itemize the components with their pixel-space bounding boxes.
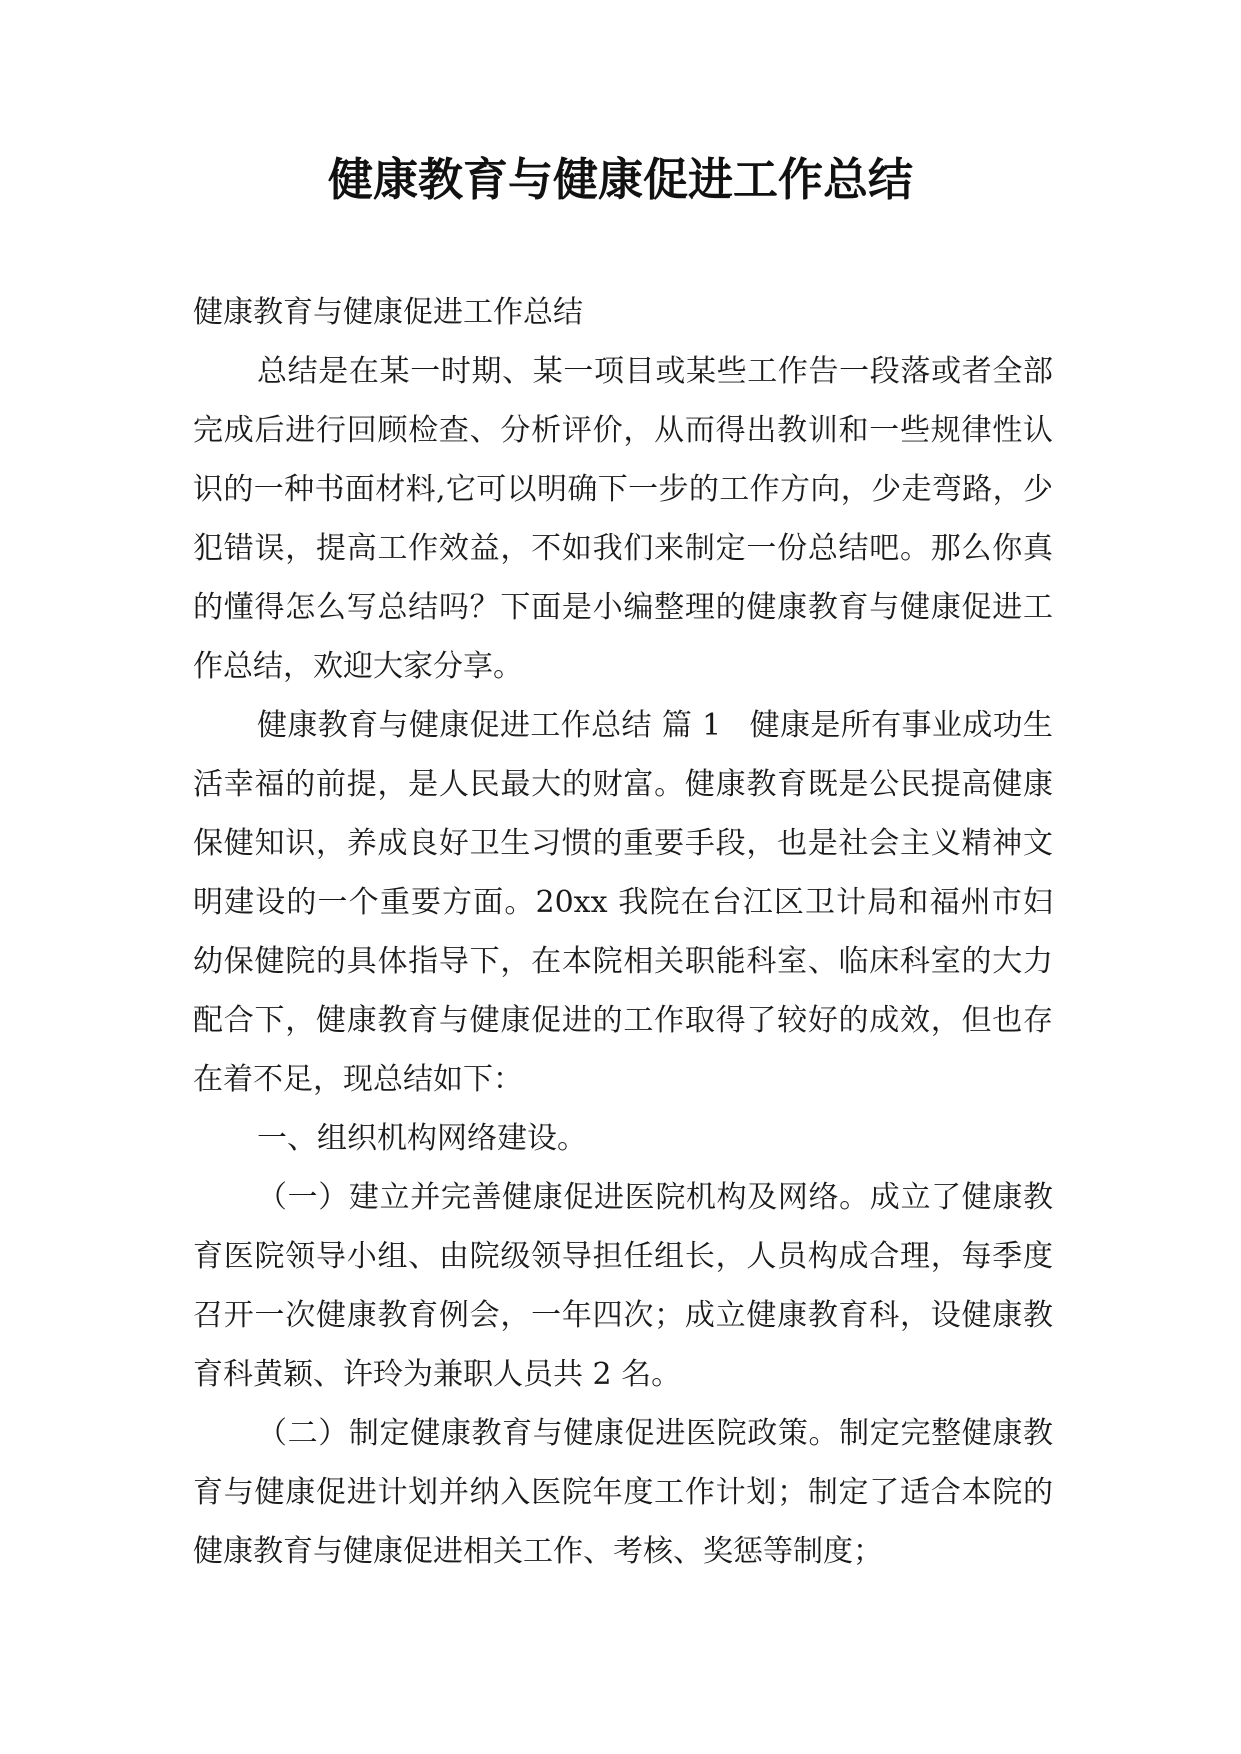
subtitle-line: 健康教育与健康促进工作总结 [193,295,583,330]
heading-organization: 一、组织机构网络建设。 [257,1121,587,1156]
document-body [193,283,1053,1581]
document-title: 健康教育与健康促进工作总结 [327,153,913,206]
item-paragraph-1: （一）建立并完善健康促进医院机构及网络。成立了健康教育医院领导小组、由院级领导担任组长，人员构成合理，每季度召开一次健康教育例会，一年四次；成立健康教育科，设健康教育科黄颖、许玲为兼职人员共 2 名。 [193,1180,1053,1392]
item-paragraph-2: （二）制定健康教育与健康促进医院政策。制定完整健康教育与健康促进计划并纳入医院年度工作计划；制定了适合本院的健康教育与健康促进相关工作、考核、奖惩等制度； [193,1416,1053,1569]
section-label: 健康教育与健康促进工作总结 篇 1 [257,708,722,743]
section-paragraph [193,696,1053,1109]
section-body: 健康是所有事业成功生活幸福的前提，是人民最大的财富。健康教育既是公民提高健康保健知识，养成良好卫生习惯的重要手段，也是社会主义精神文明建设的一个重要方面。20xx 我院在台江区卫计局和福州市妇幼保健院的具体指导下，在本院相关职能科室、临床科室的大力配合下，健康教育与健康促进的工作取得了较好的成效，但也存在着不足，现总结如下： [193,708,1053,1097]
intro-paragraph: 总结是在某一时期、某一项目或某些工作告一段落或者全部完成后进行回顾检查、分析评价，从而得出教训和一些规律性认识的一种书面材料,它可以明确下一步的工作方向，少走弯路，少犯错误，提高工作效益，不如我们来制定一份总结吧。那么你真的懂得怎么写总结吗？下面是小编整理的健康教育与健康促进工作总结，欢迎大家分享。 [193,354,1053,684]
